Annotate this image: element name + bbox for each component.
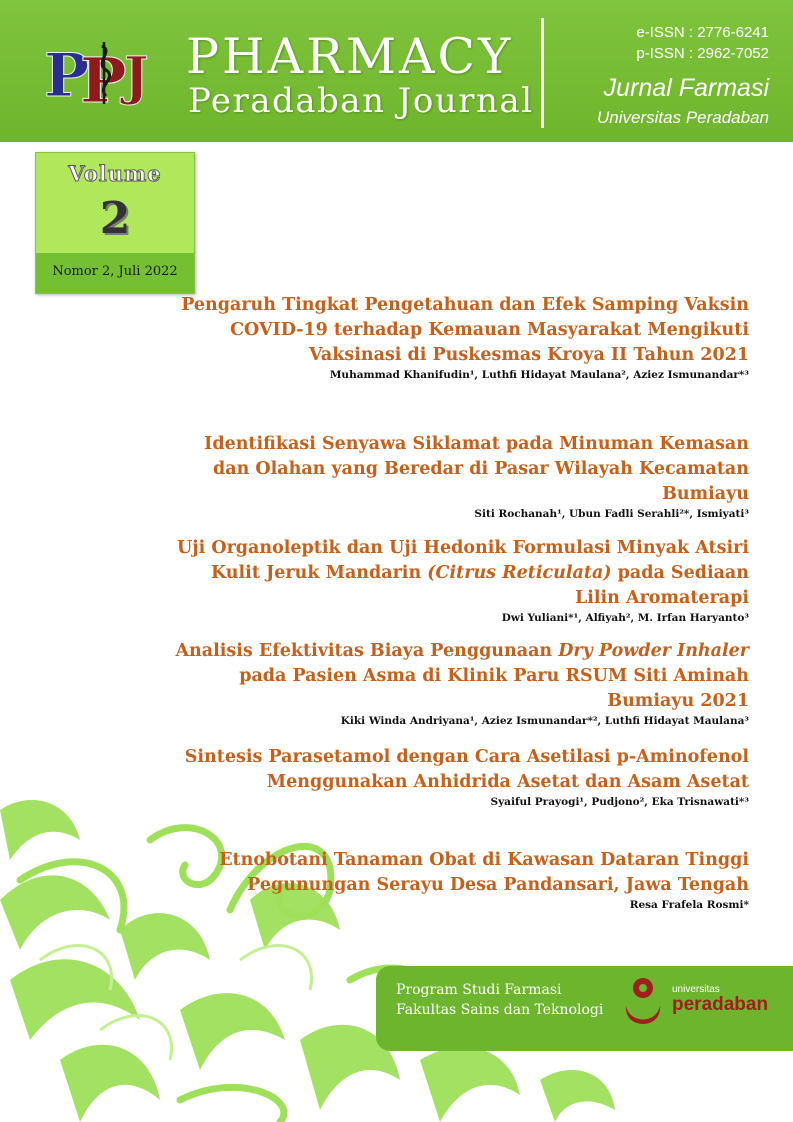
eissn: e-ISSN : 2776-6241 [636,24,769,41]
journal-title-main: PHARMACY [186,28,514,85]
header-banner [0,0,793,142]
article-title[interactable]: Pengaruh Tingkat Pengetahuan dan Efek Samping Vaksin COVID-19 terhadap Kemauan Masyarakat Mengikuti Vaksinasi di Puskesmas Kroya II Tahun 2021 [181,295,749,365]
program-name: Program Studi Farmasi [396,982,562,998]
article-title[interactable]: Identifikasi Senyawa Siklamat pada Minuman Kemasan dan Olahan yang Beredar di Pasar Wilayah Kecamatan Bumiayu [204,434,749,504]
article-title[interactable]: Analisis Efektivitas Biaya Penggunaan Dry Powder Inhaler pada Pasien Asma di Klinik Paru RSUM Siti Aminah Bumiayu 2021 [175,641,749,711]
journal-name: Jurnal Farmasi [603,74,769,102]
article-6[interactable] [169,848,749,913]
volume-box [35,152,195,294]
article-authors: Syaiful Prayogi¹, Pudjono², Eka Trisnawati*³ [490,796,749,808]
article-title[interactable]: Sintesis Parasetamol dengan Cara Asetilasi p-Aminofenol Menggunakan Anhidrida Asetat dan Asam Asetat [184,747,749,792]
pissn: p-ISSN : 2962-7052 [636,45,769,62]
header-university: Universitas Peradaban [597,108,769,127]
svg-text:P: P [80,44,127,108]
article-title[interactable]: Etnobotani Tanaman Obat di Kawasan Dataran Tinggi Pegunungan Serayu Desa Pandansari, Jawa Tengah [219,850,749,895]
floral-decoration-icon [0,780,793,1122]
svg-text:P: P [44,41,90,108]
article-authors: Muhammad Khanifudin¹, Luthfi Hidayat Maulana², Aziez Ismunandar*³ [329,369,749,381]
header-divider [541,18,544,128]
article-3[interactable] [169,536,749,626]
issn-block [636,22,769,64]
article-2[interactable] [169,432,749,522]
article-title[interactable]: Uji Organoleptik dan Uji Hedonik Formulasi Minyak Atsiri Kulit Jeruk Mandarin (Citrus Reticulata) pada Sediaan Lilin Aromaterapi [177,538,749,608]
article-4[interactable] [169,639,749,729]
svg-text:J: J [124,46,149,107]
faculty-name: Fakultas Sains dan Teknologi [396,1002,604,1018]
journal-title-sub: Peradaban Journal [188,81,534,121]
volume-number: 2 [99,193,131,244]
article-authors: Resa Frafela Rosmi* [629,899,749,911]
footer-panel [376,966,793,1051]
article-authors: Siti Rochanah¹, Ubun Fadli Serahli²*, Ismiyati³ [474,508,749,520]
article-authors: Dwi Yuliani*¹, Alfiyah², M. Irfan Haryanto³ [501,612,749,624]
university-name: peradaban [672,994,769,1015]
article-authors: Kiki Winda Andriyana¹, Aziez Ismunandar*², Luthfi Hidayat Maulana³ [340,715,749,727]
university-small-label: universitas [672,984,720,995]
volume-label: Volume [68,161,162,186]
university-logo-icon [620,972,666,1042]
article-1[interactable] [169,293,749,383]
issue-label: Nomor 2, Juli 2022 [52,264,178,279]
ppj-logo-icon [44,38,168,108]
